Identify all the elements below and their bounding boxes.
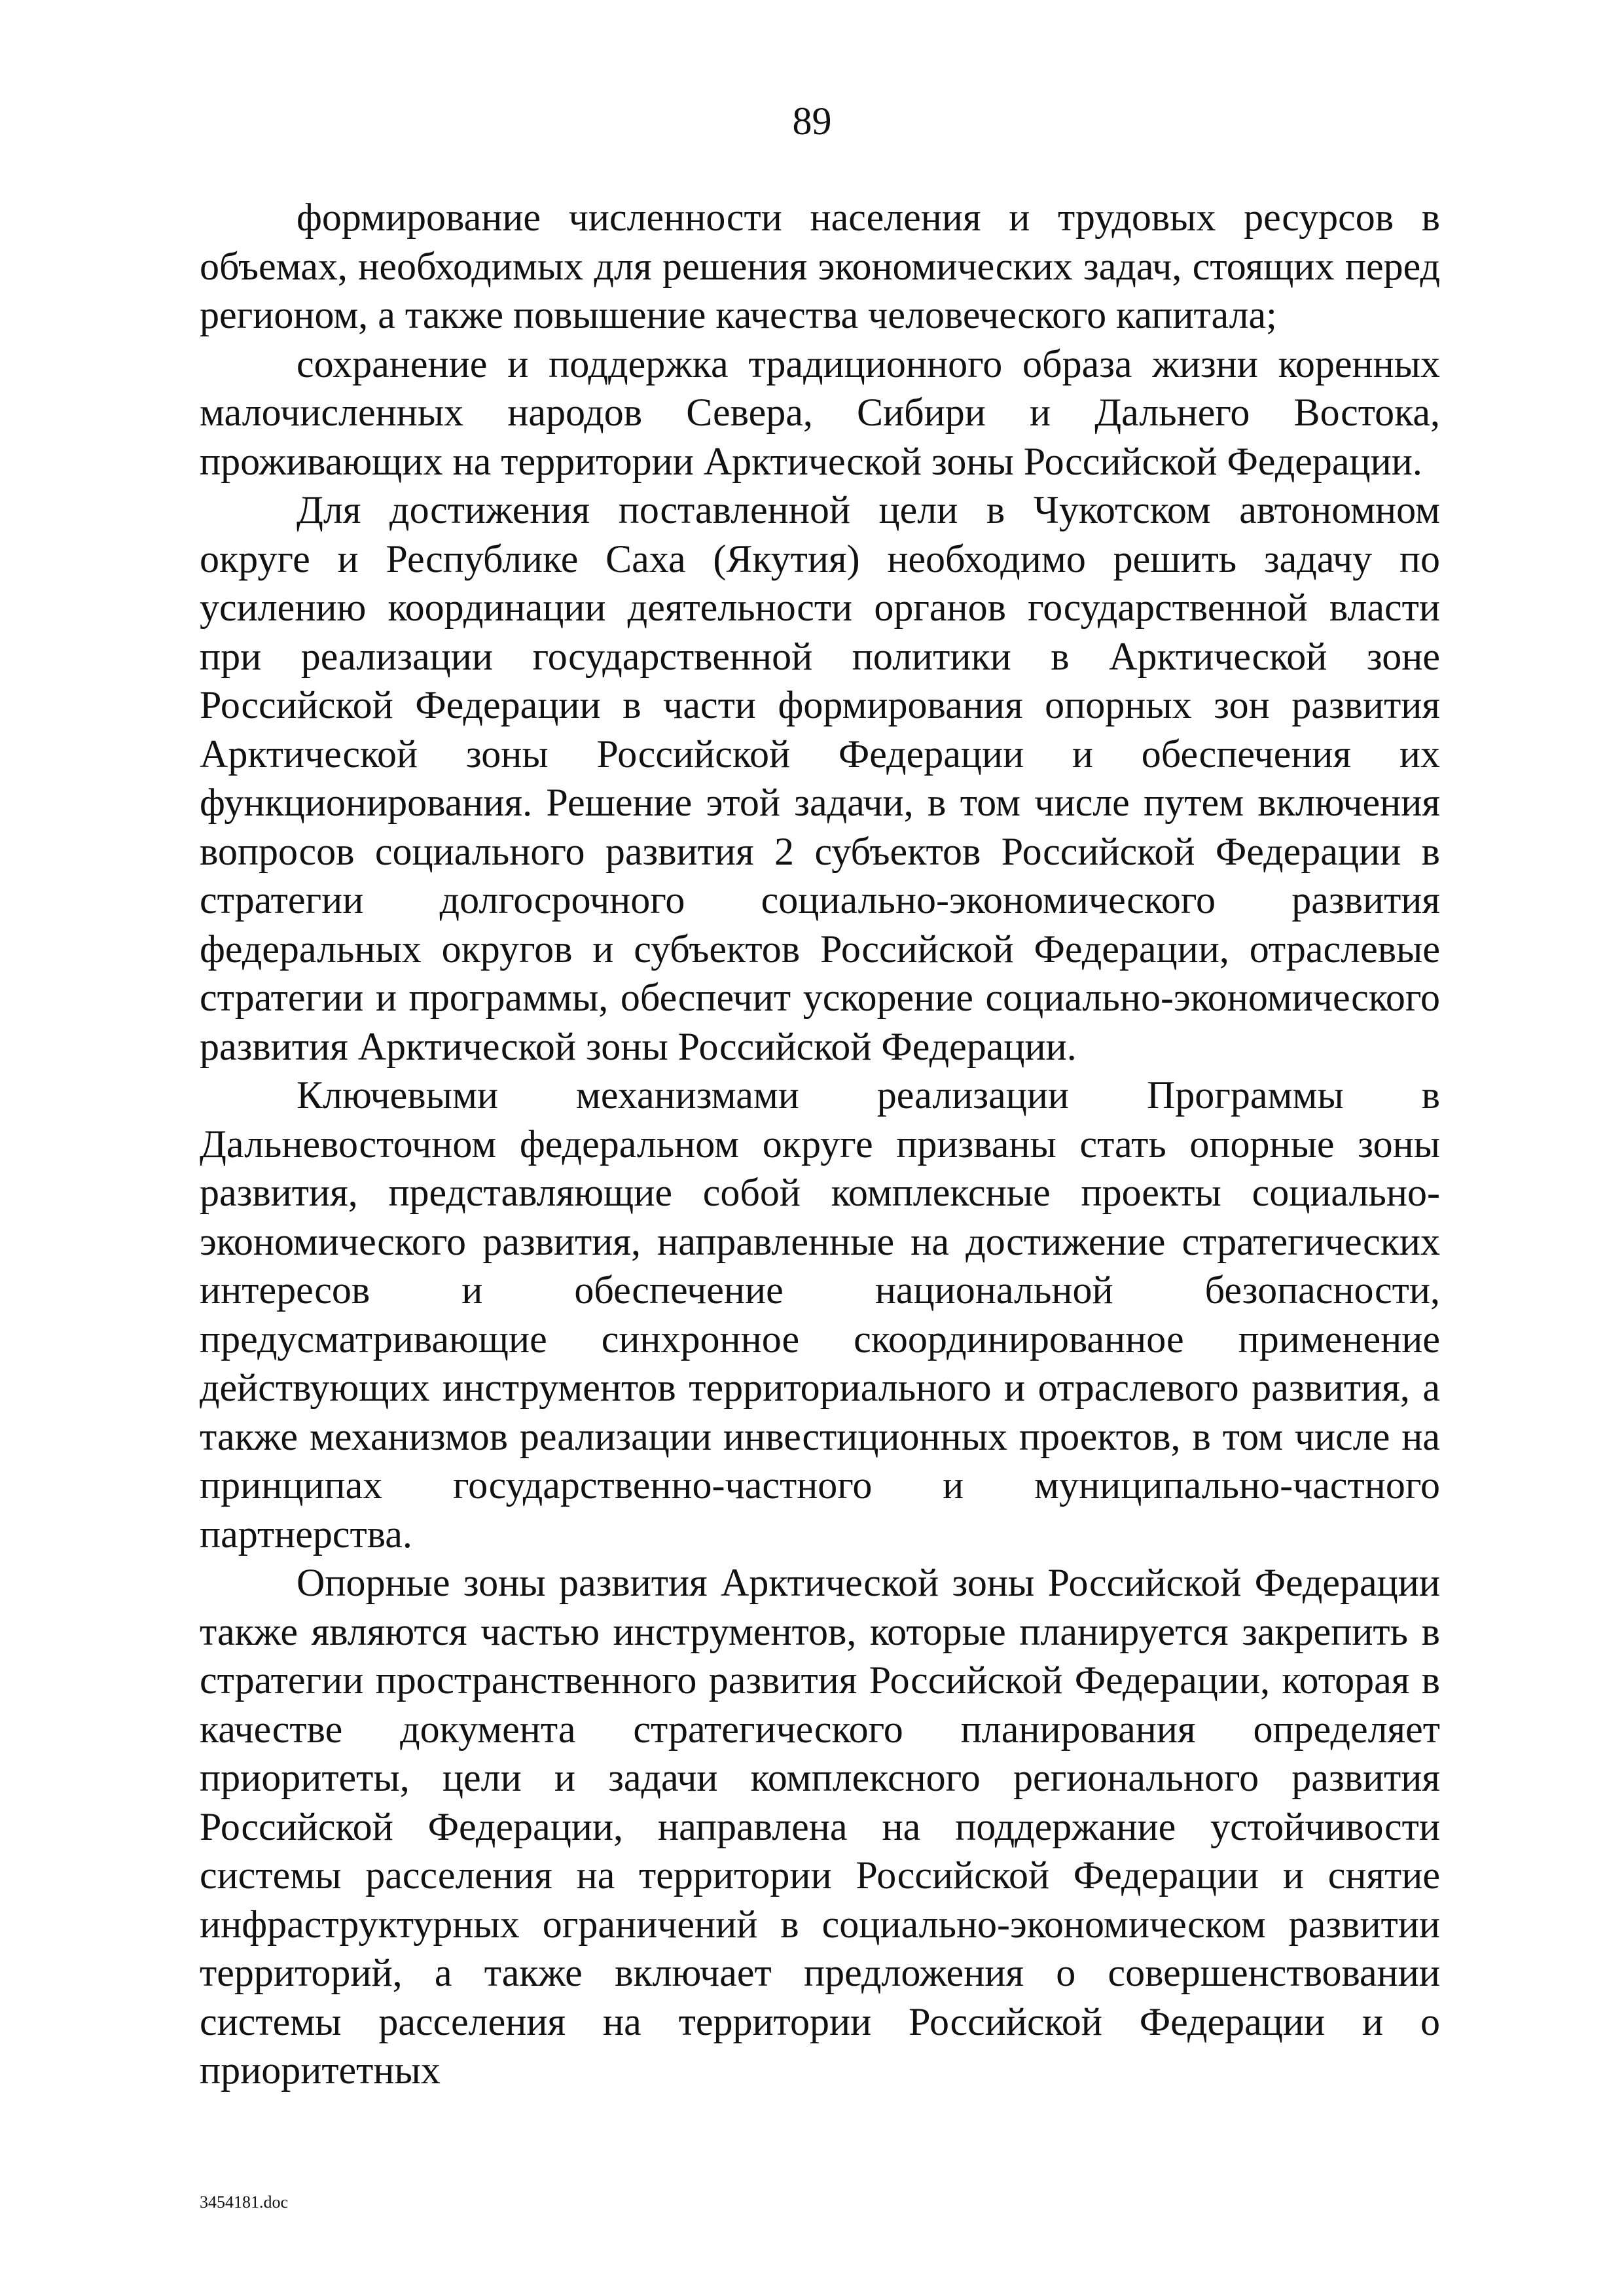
paragraph: Для достижения поставленной цели в Чукотском автономном округе и Республике Саха (Якутия) необходимо решить задачу по усилению координации деятельности органов государственной власти при реализации государственной политики в Арктической зоне Российской Федерации в части формирования опорных зон развития Арктической зоны Российской Федерации и обеспечения их функционирования. Решение этой задачи, в том числе путем включения вопросов социального развития 2 субъектов Российской Федерации в стратегии долгосрочного социально-экономического развития федеральных округов и субъектов Российской Федерации, отраслевые стратегии и программы, обеспечит ускорение социально-экономического развития Арктической зоны Российской Федерации. — [200, 488, 1440, 1068]
paragraph: Опорные зоны развития Арктической зоны Российской Федерации также являются частью инструментов, которые планируется закрепить в стратегии пространственного развития Российской Федерации, которая в качестве документа стратегического планирования определяет приоритеты, цели и задачи комплексного регионального развития Российской Федерации, направлена на поддержание устойчивости системы расселения на территории Российской Федерации и снятие инфраструктурных ограничений в социально-экономическом развитии территорий, а также включает предложения о совершенствовании системы расселения на территории Российской Федерации и о приоритетных — [200, 1561, 1440, 2092]
paragraph: Ключевыми механизмами реализации Программы в Дальневосточном федеральном округе призваны стать опорные зоны развития, представляющие собой комплексные проекты социально-экономического развития, направленные на достижение стратегических интересов и обеспечение национальной безопасности, предусматривающие синхронное скоординированное применение действующих инструментов территориального и отраслевого развития, а также механизмов реализации инвестиционных проектов, в том числе на принципах государственно-частного и муниципально-частного партнерства. — [200, 1073, 1440, 1556]
page-number: 89 — [792, 99, 832, 143]
document-body — [200, 193, 1440, 2095]
paragraph: формирование численности населения и трудовых ресурсов в объемах, необходимых для решения экономических задач, стоящих перед регионом, а также повышение качества человеческого капитала; — [200, 196, 1440, 336]
paragraph: сохранение и поддержка традиционного образа жизни коренных малочисленных народов Севера, Сибири и Дальнего Востока, проживающих на территории Арктической зоны Российской Федерации. — [200, 342, 1440, 483]
document-file-code: 3454181.doc — [200, 2193, 289, 2212]
